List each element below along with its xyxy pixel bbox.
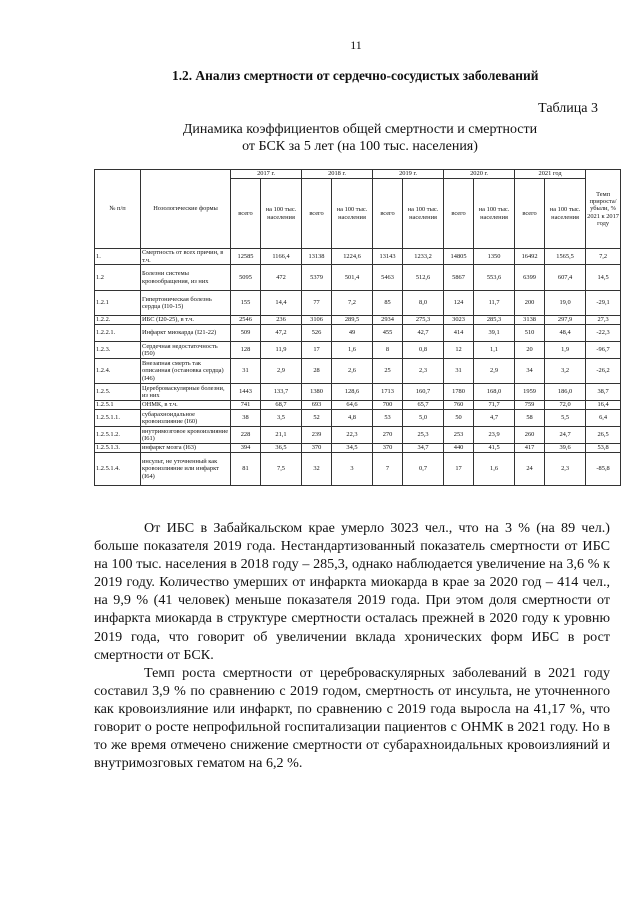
row-value: 14805 [444, 249, 474, 265]
row-value: 526 [302, 325, 332, 342]
row-value: 68,7 [261, 401, 302, 410]
row-value: 20 [515, 342, 545, 359]
row-value: 7,2 [332, 291, 373, 316]
row-value: 13143 [373, 249, 403, 265]
row-value: -96,7 [586, 342, 621, 359]
row-form-name: субарахноидальное кровоизлияние (I60) [141, 410, 231, 427]
row-number: 1.2.1 [95, 291, 141, 316]
row-number: 1.2.2.1. [95, 325, 141, 342]
row-value: 3138 [515, 316, 545, 325]
body-text [94, 519, 610, 772]
row-value: 741 [231, 401, 261, 410]
row-value: 5379 [302, 265, 332, 291]
row-value: 414 [444, 325, 474, 342]
row-value: 32 [302, 453, 332, 486]
row-value: 1233,2 [403, 249, 444, 265]
row-form-name: Гипертоническая болезнь сердца (I10-15) [141, 291, 231, 316]
row-value: 3 [332, 453, 373, 486]
row-value: 289,5 [332, 316, 373, 325]
row-number: 1.2.5.1 [95, 401, 141, 410]
row-number: 1.2.5. [95, 384, 141, 401]
row-value: 2546 [231, 316, 261, 325]
row-value: 3023 [444, 316, 474, 325]
table-row [95, 342, 621, 359]
table-label: Таблица 3 [538, 101, 598, 116]
row-value: 509 [231, 325, 261, 342]
row-value: 28 [302, 359, 332, 384]
row-value: -29,1 [586, 291, 621, 316]
row-value: 23,9 [474, 427, 515, 444]
header-sub: на 100 тыс. населения [261, 179, 302, 249]
row-form-name: ИБС (I20-25), в т.ч. [141, 316, 231, 325]
row-value: 168,0 [474, 384, 515, 401]
header-year: 2017 г. [231, 170, 302, 179]
row-value: 455 [373, 325, 403, 342]
row-value: 1,6 [474, 453, 515, 486]
row-value: 510 [515, 325, 545, 342]
row-value: 1,1 [474, 342, 515, 359]
row-value: 0,8 [403, 342, 444, 359]
header-year: 2021 год [515, 170, 586, 179]
row-value: 693 [302, 401, 332, 410]
row-value: 36,5 [261, 444, 302, 453]
header-sub: на 100 тыс. населения [403, 179, 444, 249]
row-value: 124 [444, 291, 474, 316]
table-row [95, 427, 621, 444]
row-value: 16492 [515, 249, 545, 265]
header-form: Нозологические формы [141, 170, 231, 249]
row-value: 22,3 [332, 427, 373, 444]
row-value: 2,6 [332, 359, 373, 384]
row-value: 501,4 [332, 265, 373, 291]
row-value: 8,0 [403, 291, 444, 316]
header-sub: всего [444, 179, 474, 249]
header-sub: всего [231, 179, 261, 249]
row-value: 42,7 [403, 325, 444, 342]
table-row [95, 325, 621, 342]
row-number: 1.2.2. [95, 316, 141, 325]
table-row [95, 384, 621, 401]
row-value: 5,0 [403, 410, 444, 427]
row-value: 370 [302, 444, 332, 453]
row-value: 253 [444, 427, 474, 444]
row-value: 11,7 [474, 291, 515, 316]
row-value: 24,7 [545, 427, 586, 444]
row-value: 14,5 [586, 265, 621, 291]
row-value: 1780 [444, 384, 474, 401]
row-value: 25 [373, 359, 403, 384]
row-value: 7,5 [261, 453, 302, 486]
table-row [95, 359, 621, 384]
row-value: 297,9 [545, 316, 586, 325]
row-value: 1,6 [332, 342, 373, 359]
row-value: 133,7 [261, 384, 302, 401]
row-value: 31 [444, 359, 474, 384]
row-value: 760 [444, 401, 474, 410]
section-title: 1.2. Анализ смертности от сердечно-сосудистых заболеваний [172, 68, 539, 83]
row-number: 1.2.4. [95, 359, 141, 384]
row-value: 700 [373, 401, 403, 410]
table-body [95, 249, 621, 486]
row-value: 1565,5 [545, 249, 586, 265]
row-value: 49 [332, 325, 373, 342]
row-form-name: внутримозговое кровоизлияние (I61) [141, 427, 231, 444]
row-number: 1.2.5.1.2. [95, 427, 141, 444]
table-row [95, 249, 621, 265]
row-value: 4,7 [474, 410, 515, 427]
row-value: 41,5 [474, 444, 515, 453]
row-value: 31 [231, 359, 261, 384]
page-number: 11 [350, 38, 362, 52]
row-value: 1959 [515, 384, 545, 401]
row-value: 27,3 [586, 316, 621, 325]
row-value: 1443 [231, 384, 261, 401]
table-title [150, 121, 570, 155]
row-value: 2,3 [545, 453, 586, 486]
row-value: 440 [444, 444, 474, 453]
paragraph: Темп роста смертности от цереброваскулярных заболеваний в 2021 году составил 3,9 % по сравнению с 2019 годом, смертность от инсульта, не уточненного как кровоизлияние или инфаркт, по сравнению с 2019 года выросла на 41,17 %, что говорит о росте непрофильной госпитализации пациентов с ОНМК в 2021 году. Но в то же время отмечено снижение смертности от субарахноидальных кровоизлияний и внутримозговых гематом на 6,2 %. [94, 664, 610, 772]
header-sub: всего [302, 179, 332, 249]
row-value: 1166,4 [261, 249, 302, 265]
row-value: 2934 [373, 316, 403, 325]
row-value: 25,3 [403, 427, 444, 444]
row-value: 275,3 [403, 316, 444, 325]
row-value: 236 [261, 316, 302, 325]
row-value: 34,5 [332, 444, 373, 453]
row-value: 53 [373, 410, 403, 427]
row-value: 394 [231, 444, 261, 453]
table-row [95, 316, 621, 325]
header-year: 2018 г. [302, 170, 373, 179]
row-value: 228 [231, 427, 261, 444]
header-year: 2019 г. [373, 170, 444, 179]
row-value: 47,2 [261, 325, 302, 342]
row-value: 21,1 [261, 427, 302, 444]
row-form-name: инсульт, не уточненный как кровоизлияние или инфаркт (I64) [141, 453, 231, 486]
header-sub: на 100 тыс. населения [332, 179, 373, 249]
row-value: 759 [515, 401, 545, 410]
row-value: 1,9 [545, 342, 586, 359]
row-value: 85 [373, 291, 403, 316]
row-value: 14,4 [261, 291, 302, 316]
row-value: 2,9 [261, 359, 302, 384]
row-value: 64,6 [332, 401, 373, 410]
table-row [95, 453, 621, 486]
row-value: 512,6 [403, 265, 444, 291]
row-value: 81 [231, 453, 261, 486]
row-form-name: Болезни системы кровообращения, из них [141, 265, 231, 291]
row-value: 5,5 [545, 410, 586, 427]
row-value: 270 [373, 427, 403, 444]
row-value: -26,2 [586, 359, 621, 384]
header-sub: всего [373, 179, 403, 249]
table-row [95, 401, 621, 410]
row-value: 1713 [373, 384, 403, 401]
row-value: 5095 [231, 265, 261, 291]
row-form-name: инфаркт мозга (I63) [141, 444, 231, 453]
row-value: 0,7 [403, 453, 444, 486]
row-value: 370 [373, 444, 403, 453]
row-value: 285,3 [474, 316, 515, 325]
table-row [95, 410, 621, 427]
row-value: 260 [515, 427, 545, 444]
row-form-name: Сердечная недостаточность (I50) [141, 342, 231, 359]
row-value: 417 [515, 444, 545, 453]
row-value: 200 [515, 291, 545, 316]
row-value: 2,3 [403, 359, 444, 384]
row-value: 6,4 [586, 410, 621, 427]
header-year: 2020 г. [444, 170, 515, 179]
row-value: -85,8 [586, 453, 621, 486]
row-form-name: ОНМК, в т.ч. [141, 401, 231, 410]
row-value: 155 [231, 291, 261, 316]
row-value: 3,2 [545, 359, 586, 384]
row-number: 1.2 [95, 265, 141, 291]
row-value: 8 [373, 342, 403, 359]
row-value: 24 [515, 453, 545, 486]
row-value: 607,4 [545, 265, 586, 291]
row-value: 1380 [302, 384, 332, 401]
table-row [95, 444, 621, 453]
row-value: 34 [515, 359, 545, 384]
row-value: 3,5 [261, 410, 302, 427]
row-value: 34,7 [403, 444, 444, 453]
row-value: 5463 [373, 265, 403, 291]
row-value: 12585 [231, 249, 261, 265]
header-sub: всего [515, 179, 545, 249]
row-value: 4,8 [332, 410, 373, 427]
row-value: 77 [302, 291, 332, 316]
row-number: 1.2.5.1.1. [95, 410, 141, 427]
row-value: 16,4 [586, 401, 621, 410]
row-value: 6399 [515, 265, 545, 291]
row-value: 58 [515, 410, 545, 427]
row-value: 39,6 [545, 444, 586, 453]
row-value: 17 [302, 342, 332, 359]
paragraph: От ИБС в Забайкальском крае умерло 3023 чел., что на 3 % (на 89 чел.) больше показателя 2019 года. Нестандартизованный показатель смертности от ИБС на 100 тыс. населения в 2018 году – 285,3, однако наблюдается увеличение на 3,6 % к 2019 году. Количество умерших от инфаркта миокарда в крае за 2020 год – 414 чел., на 9,9 % (41 человек) меньше показателя 2019 года. При этом доля смертности от инфаркта миокарда в структуре смертности осталась прежней в 2020 году к уровню 2019 года, что говорит об увеличении вклада хронических форм ИБС в рост смертности от БСК. [94, 520, 610, 663]
row-value: 13138 [302, 249, 332, 265]
row-value: 128 [231, 342, 261, 359]
row-form-name: Инфаркт миокарда (I21-22) [141, 325, 231, 342]
row-value: 11,9 [261, 342, 302, 359]
row-form-name: Цереброваскулярные болезни, из них [141, 384, 231, 401]
row-value: 239 [302, 427, 332, 444]
row-value: 472 [261, 265, 302, 291]
table-title-line-1: Динамика коэффициентов общей смертности и смертности [182, 122, 538, 137]
row-number: 1.2.5.1.3. [95, 444, 141, 453]
row-value: 65,7 [403, 401, 444, 410]
row-value: 53,8 [586, 444, 621, 453]
row-value: -22,3 [586, 325, 621, 342]
row-value: 50 [444, 410, 474, 427]
row-value: 38 [231, 410, 261, 427]
table-header-years [95, 170, 621, 179]
mortality-table [94, 169, 621, 486]
row-value: 12 [444, 342, 474, 359]
row-value: 7,2 [586, 249, 621, 265]
row-value: 48,4 [545, 325, 586, 342]
row-value: 128,6 [332, 384, 373, 401]
row-form-name: Внезапная смерть так описанная (остановка сердца) (I46) [141, 359, 231, 384]
table-title-line-2: от БСК за 5 лет (на 100 тыс. населения) [242, 139, 478, 154]
row-value: 7 [373, 453, 403, 486]
table-row [95, 291, 621, 316]
row-value: 3106 [302, 316, 332, 325]
header-number: № п/п [95, 170, 141, 249]
row-value: 1224,6 [332, 249, 373, 265]
header-growth: Темп прироста/убыли, % 2021 к 2017 году [586, 170, 621, 249]
row-value: 72,0 [545, 401, 586, 410]
row-value: 26,5 [586, 427, 621, 444]
row-value: 38,7 [586, 384, 621, 401]
row-number: 1.2.3. [95, 342, 141, 359]
row-value: 39,1 [474, 325, 515, 342]
row-value: 17 [444, 453, 474, 486]
row-value: 2,9 [474, 359, 515, 384]
row-value: 19,0 [545, 291, 586, 316]
header-sub: на 100 тыс. населения [474, 179, 515, 249]
row-form-name: Смертность от всех причин, в т.ч. [141, 249, 231, 265]
table-row [95, 265, 621, 291]
row-value: 52 [302, 410, 332, 427]
row-number: 1. [95, 249, 141, 265]
row-value: 186,0 [545, 384, 586, 401]
row-value: 160,7 [403, 384, 444, 401]
row-number: 1.2.5.1.4. [95, 453, 141, 486]
row-value: 553,6 [474, 265, 515, 291]
row-value: 71,7 [474, 401, 515, 410]
row-value: 5867 [444, 265, 474, 291]
row-value: 1350 [474, 249, 515, 265]
header-sub: на 100 тыс. населения [545, 179, 586, 249]
